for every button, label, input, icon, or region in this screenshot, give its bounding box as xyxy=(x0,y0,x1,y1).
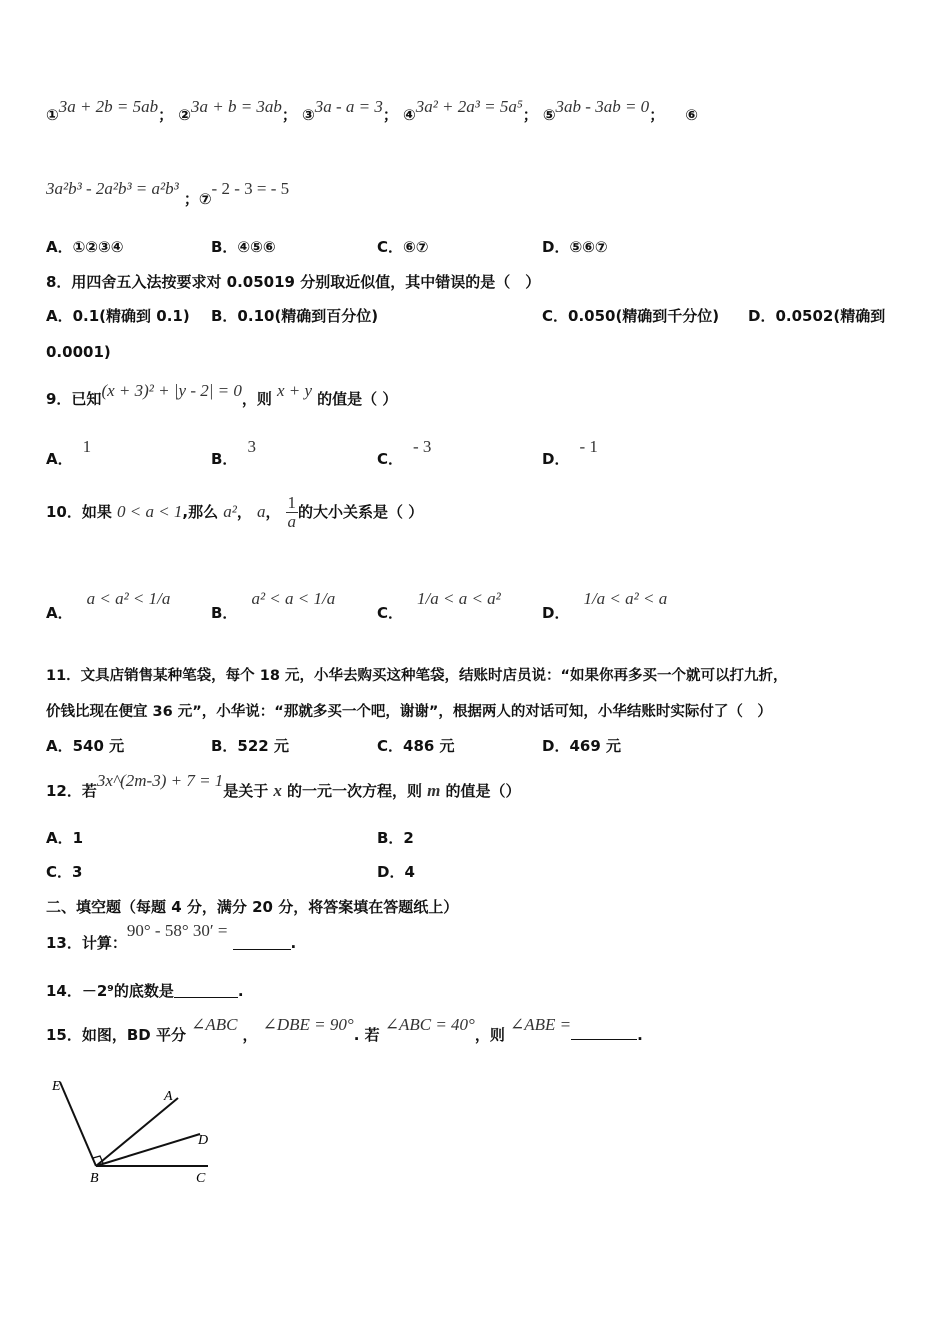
q12-option-d: D．4 xyxy=(377,863,415,881)
q7-line2 xyxy=(46,178,290,208)
q10-option-c-expr: 1/a < a < a² xyxy=(417,589,501,608)
ray-be xyxy=(60,1082,96,1166)
q15-suffix: . xyxy=(637,1026,643,1044)
q9-option-a-value: 1 xyxy=(82,437,92,456)
q15-e4: ∠ABE = xyxy=(509,1015,572,1034)
q11-option-d: D．469 元 xyxy=(542,737,621,755)
q7-expr-2: 3a + b = 3ab xyxy=(190,97,282,116)
q7-mark-7: ⑦ xyxy=(198,190,212,208)
q7-sep-2: ； xyxy=(281,106,297,124)
q15-c1: ， xyxy=(242,1026,258,1044)
q15-e3: ∠ABC = 40° xyxy=(384,1015,475,1034)
q9-prefix: 9．已知 xyxy=(46,390,102,408)
q7-expr-7: - 2 - 3 = - 5 xyxy=(211,179,290,198)
q7-sep-3: ； xyxy=(382,106,398,124)
q8-option-b: B．0.10(精确到百分位) xyxy=(211,307,379,325)
label-d: D xyxy=(198,1133,209,1148)
q10-option-d-expr: 1/a < a² < a xyxy=(583,589,668,608)
q10-option-c xyxy=(377,588,501,622)
q7-expr-5: 3ab - 3ab = 0 xyxy=(555,97,650,116)
q13-suffix: . xyxy=(290,934,297,952)
q10-prefix: 10．如果 xyxy=(46,503,112,521)
q9-expr2: x + y xyxy=(276,381,313,400)
q12-mid: 是关于 xyxy=(223,782,269,800)
q10-comma-2: ， xyxy=(265,503,281,521)
q14-text: 14．－2⁹的底数是 xyxy=(46,982,174,1000)
q15-answer-blank[interactable] xyxy=(571,1039,637,1040)
q14-answer-blank[interactable] xyxy=(174,997,238,998)
q12-stem xyxy=(46,770,521,800)
q15-c3: ，则 xyxy=(474,1026,505,1044)
q7-mark-1: ① xyxy=(46,106,59,124)
q8-option-d-cont: 0.0001) xyxy=(46,343,111,361)
q7-option-c: C．⑥⑦ xyxy=(377,238,429,256)
q10-t1: a² xyxy=(223,502,237,521)
q12-mid2: 的一元一次方程，则 xyxy=(287,782,423,800)
q10-option-d xyxy=(542,588,668,622)
ray-ba xyxy=(96,1098,178,1166)
q14-suffix: . xyxy=(237,982,244,1000)
label-e: E xyxy=(52,1079,61,1094)
q8-option-a: A．0.1(精确到 0.1) xyxy=(46,307,190,325)
q7-mark-2: ② xyxy=(178,106,191,124)
q7-sep-5: ； xyxy=(649,106,665,124)
q15-e1: ∠ABC xyxy=(191,1015,238,1034)
q13-prefix: 13．计算： xyxy=(46,934,127,952)
q10-option-d-label: D． xyxy=(542,604,570,622)
q8-option-d: D．0.0502(精确到 xyxy=(748,307,886,325)
q10-stem xyxy=(46,494,423,531)
q10-option-b-label: B． xyxy=(211,604,238,622)
q10-comma-1: ， xyxy=(236,503,252,521)
q9-option-a-label: A． xyxy=(46,450,73,468)
q9-option-c xyxy=(377,436,432,468)
q9-option-d-label: D． xyxy=(542,450,570,468)
q10-suffix: 的大小关系是（ ） xyxy=(298,503,424,521)
q9-suffix: 的值是（ ） xyxy=(317,390,398,408)
q12-option-a: A．1 xyxy=(46,829,84,847)
q9-mid: ，则 xyxy=(241,390,272,408)
q7-mark-4: ④ xyxy=(402,106,416,124)
q9-option-d xyxy=(542,436,598,468)
q9-expr: (x + 3)² + |y - 2| = 0 xyxy=(101,381,242,400)
q9-option-a xyxy=(46,436,92,468)
q10-mid: ,那么 xyxy=(182,503,219,521)
q10-option-a-label: A． xyxy=(46,604,73,622)
q9-option-c-value: - 3 xyxy=(413,437,432,456)
q12-option-b: B．2 xyxy=(377,829,414,847)
q7-option-d: D．⑤⑥⑦ xyxy=(542,238,608,256)
section-2-heading: 二、填空题（每题 4 分，满分 20 分，将答案填在答题纸上） xyxy=(46,898,459,916)
q13-stem xyxy=(46,920,297,952)
q7-line1 xyxy=(46,97,698,125)
q9-option-b-label: B． xyxy=(211,450,238,468)
q11-line1: 11．文具店销售某种笔袋，每个 18 元，小华去购买这种笔袋，结账时店员说：“如果你再多买一个就可以打九折， xyxy=(46,668,788,684)
q13-answer-blank[interactable] xyxy=(233,949,291,950)
q12-var: x xyxy=(273,781,282,800)
ray-bd xyxy=(96,1134,200,1166)
q11-option-a: A．540 元 xyxy=(46,737,125,755)
q11-option-c: C．486 元 xyxy=(377,737,455,755)
label-a: A xyxy=(164,1089,173,1104)
q12-var2: m xyxy=(427,781,441,800)
q10-cond: 0 < a < 1 xyxy=(116,502,183,521)
q7-mark-6: ⑥ xyxy=(685,106,698,124)
q10-option-c-label: C． xyxy=(377,604,404,622)
q8-option-c: C．0.050(精确到千分位) xyxy=(542,307,720,325)
q7-mark-5: ⑤ xyxy=(542,106,556,124)
label-b: B xyxy=(90,1171,99,1186)
q9-option-b-value: 3 xyxy=(247,437,256,456)
q7-option-a: A．①②③④ xyxy=(46,238,124,256)
q8-stem: 8．用四舍五入法按要求对 0.05019 分别取近似值，其中错误的是（ ） xyxy=(46,273,541,291)
q15-c2: . 若 xyxy=(353,1026,380,1044)
q9-option-c-label: C． xyxy=(377,450,404,468)
q14-stem xyxy=(46,980,244,1001)
q12-prefix: 12．若 xyxy=(46,782,97,800)
q10-fraction xyxy=(286,494,299,531)
q11-option-b: B．522 元 xyxy=(211,737,289,755)
q10-frac-num: 1 xyxy=(287,493,297,512)
q7-option-b: B．④⑤⑥ xyxy=(211,238,276,256)
q10-option-b-expr: a² < a < 1/a xyxy=(251,589,336,608)
q10-t2: a xyxy=(256,502,266,521)
q10-frac-den: a xyxy=(287,512,297,531)
q15-e2: ∠DBE = 90° xyxy=(262,1015,354,1034)
q15-prefix: 15．如图，BD 平分 xyxy=(46,1026,186,1044)
angle-figure xyxy=(40,1070,230,1190)
q7-mark-3: ③ xyxy=(302,106,315,124)
q7-sep-1: ； xyxy=(158,106,174,124)
q7-expr-4: 3a² + 2a³ = 5a⁵ xyxy=(415,97,523,116)
q7-expr-3: 3a - a = 3 xyxy=(314,97,383,116)
label-c: C xyxy=(196,1171,206,1186)
q7-expr-1: 3a + 2b = 5ab xyxy=(58,97,159,116)
q9-option-d-value: - 1 xyxy=(579,437,598,456)
q10-option-a xyxy=(46,588,171,622)
q7-sep-6: ； xyxy=(183,190,199,208)
q11-line2: 价钱比现在便宜 36 元”，小华说：“那就多买一个吧，谢谢”，根据两人的对话可知，小华结账时实际付了（ ） xyxy=(46,704,772,720)
q9-option-b xyxy=(211,436,256,468)
q15-stem xyxy=(46,1014,643,1044)
q10-option-a-expr: a < a² < 1/a xyxy=(86,589,171,608)
q7-sep-4: ； xyxy=(522,106,538,124)
q12-suffix: 的值是（） xyxy=(445,782,521,800)
q12-expr: 3x^(2m-3) + 7 = 1 xyxy=(96,771,224,790)
q12-option-c: C．3 xyxy=(46,863,83,881)
q13-expr: 90° - 58° 30′ = xyxy=(126,921,228,940)
q9-stem xyxy=(46,380,398,408)
q10-option-b xyxy=(211,588,336,622)
q7-expr-6: 3a²b³ - 2a²b³ = a²b³ xyxy=(46,179,179,198)
